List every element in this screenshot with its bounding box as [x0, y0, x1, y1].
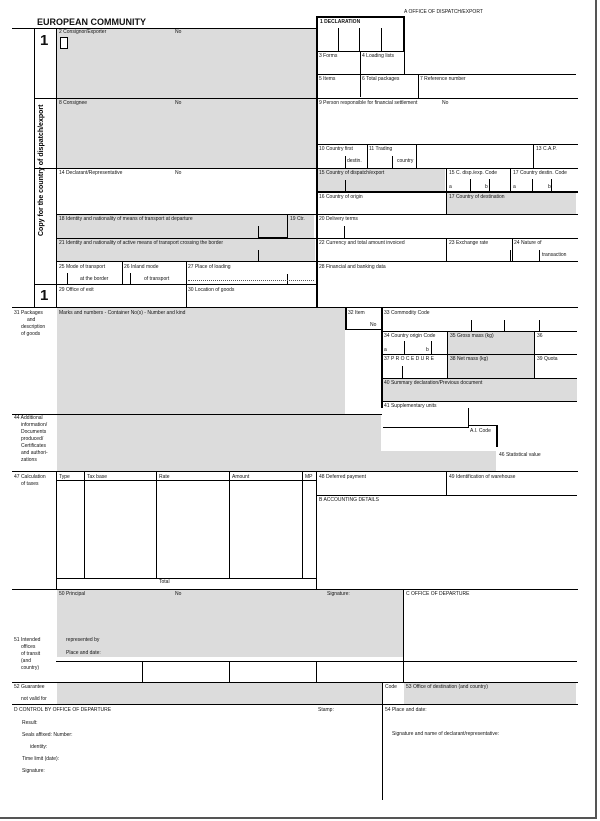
box-6-label: 6 Total packages: [362, 76, 400, 82]
box-34-b: b: [426, 347, 429, 353]
box-9-no-label: No: [442, 100, 449, 106]
box-15a-b: b: [485, 184, 488, 190]
box-26-label: 26 Inland mode: [124, 264, 159, 270]
box-11-sub: country: [397, 158, 414, 164]
box-44-docs: Documents: [21, 429, 47, 435]
box-31-label: 31 Packages: [14, 310, 43, 316]
box-36-label: 36: [537, 333, 543, 339]
box-16-label: 16 Country of origin: [319, 194, 363, 200]
box-8-no-label: No: [175, 100, 182, 106]
box-40-label: 40 Summary declaration/Previous document: [384, 380, 483, 386]
box-27-label: 27 Place of loading: [188, 264, 231, 270]
box-38-label: 38 Net mass (kg): [450, 356, 489, 362]
box-15a-label: 15 C. disp./exp. Code: [449, 170, 498, 176]
box-25-sub: at the border: [80, 276, 109, 282]
box-30-label: 30 Location of goods: [188, 287, 235, 293]
box-35-label: 35 Gross mass (kg): [450, 333, 494, 339]
box-39-label: 39 Quota: [537, 356, 558, 362]
box-17a-a: a: [513, 184, 516, 190]
box-18-label: 18 Identity and nationality of means of transport at departure: [59, 216, 193, 222]
box-44-authori: and authori-: [21, 450, 48, 456]
box-52-label: 52 Guarantee: [14, 684, 45, 690]
box-51-label: 51 Intended: [14, 637, 41, 643]
box-44-certs: Certificates: [21, 443, 47, 449]
box-50-no-label: No: [175, 591, 182, 597]
box-44-shade: [57, 415, 381, 471]
box-47-sub: of taxes: [21, 481, 39, 487]
box-15a-a: a: [449, 184, 452, 190]
box-31-description: description: [21, 324, 46, 330]
box-52-shade: [57, 683, 383, 704]
represented-label: represented by: [66, 637, 100, 643]
box-34-label: 34 Country origin Code: [384, 333, 436, 339]
box-3-label: 3 Forms: [319, 53, 338, 59]
box-21-label: 21 Identity and nationality of active means of transport crossing the border: [59, 240, 223, 246]
box-25-label: 25 Mode of transport: [59, 264, 106, 270]
office-departure-label: C OFFICE OF DEPARTURE: [406, 591, 470, 597]
box-51-transit: of transit: [21, 651, 41, 657]
box-29-label: 29 Office of exit: [59, 287, 94, 293]
box-53-label: 53 Office of destination (and country): [406, 684, 488, 690]
form-title: EUROPEAN COMMUNITY: [37, 17, 147, 27]
declaration-label: 1 DECLARATION: [320, 19, 361, 25]
ai-code-label: A.I. Code: [470, 428, 491, 434]
signature-label: Signature:: [327, 591, 350, 597]
box-15-label: 15 Country of dispatch/export: [319, 170, 385, 176]
col-taxbase: Tax base: [87, 474, 108, 480]
box-5-label: 5 Items: [319, 76, 336, 82]
box-51-offices: offices: [21, 644, 36, 650]
col-amount: Amount: [232, 474, 250, 480]
box-31-shade: [57, 308, 345, 414]
box-13-label: 13 C.A.P.: [536, 146, 557, 152]
box-51-country: country): [21, 665, 40, 671]
timelimit-label: Time limit (date):: [22, 756, 60, 762]
box-2-label: 2 Consignor/Exporter: [59, 29, 107, 35]
box-14-label: 14 Declarant/Representative: [59, 170, 123, 176]
box-48-label: 48 Deferred payment: [319, 474, 366, 480]
box-44-produced: produced/: [21, 436, 44, 442]
box-32-label: 32 Item: [348, 310, 365, 316]
box-50-label: 50 Principal: [59, 591, 86, 597]
box-31-marks: Marks and numbers - Container No(s) - Number and kind: [59, 310, 186, 316]
box-20-label: 20 Delivery terms: [319, 216, 358, 222]
box-19-label: 19 Ctr.: [290, 216, 305, 222]
col-rate: Rate: [159, 474, 170, 480]
consignor-checkbox[interactable]: [60, 37, 68, 49]
box-44-label: 44 Additional: [14, 415, 43, 421]
total-label: Total: [159, 579, 170, 585]
copy-number-bottom: 1: [40, 287, 49, 304]
box-47-label: 47 Calculation: [14, 474, 46, 480]
box-31-and: and: [27, 317, 36, 323]
box-8-shade: [57, 99, 316, 169]
declarant-signature-label: Signature and name of declarant/representative:: [392, 731, 500, 737]
box-10-label: 10 Country first: [319, 146, 353, 152]
box-28-label: 28 Financial and banking data: [319, 264, 386, 270]
box-7-label: 7 Reference number: [420, 76, 466, 82]
box-24-label: 24 Nature of: [514, 240, 542, 246]
signature2-label: Signature:: [22, 768, 45, 774]
box-24-sub: transaction: [542, 252, 567, 258]
box-9-label: 9 Person responsible for financial settlement: [319, 100, 418, 106]
box-44-info: information/: [21, 422, 48, 428]
box-54-label: 54 Place and date:: [385, 707, 427, 713]
box-17-label: 17 Country of destination: [449, 194, 505, 200]
box-8-label: 8 Consignee: [59, 100, 88, 106]
box-26-sub: of transport: [144, 276, 170, 282]
box-44-zations: zations: [21, 457, 37, 463]
box-49-label: 49 Identification of warehouse: [449, 474, 516, 480]
code-label: Code: [385, 684, 397, 690]
box-46-shade: [381, 451, 496, 472]
box-2-no-label: No: [175, 29, 182, 35]
box-41-label: 41 Supplementary units: [384, 403, 437, 409]
seals-label: Seals affixed: Number:: [22, 732, 73, 738]
box-34-a: a: [384, 347, 387, 353]
box-52-sub: not valid for: [21, 696, 47, 702]
loading-dotted-line: [188, 280, 314, 281]
copy-number-top: 1: [40, 32, 49, 49]
vertical-copy-caption: Copy for the country of dispatch/export: [38, 104, 45, 236]
place-date-label: Place and date:: [66, 650, 101, 656]
box-2-shade: [57, 28, 316, 98]
box-17a-label: 17 Country destin. Code: [513, 170, 567, 176]
control-label: D CONTROL BY OFFICE OF DEPARTURE: [14, 707, 112, 713]
box-50-shade: [57, 589, 403, 657]
box-11-label: 11 Trading: [369, 146, 393, 152]
identity-label: identity:: [30, 744, 48, 750]
office-dispatch-label: A OFFICE OF DISPATCH/EXPORT: [404, 9, 483, 15]
col-type: Type: [59, 474, 70, 480]
box-10-sub: destin.: [347, 158, 362, 164]
box-32-no: No: [370, 322, 377, 328]
box-22-label: 22 Currency and total amount invoiced: [319, 240, 405, 246]
box-14-no-label: No: [175, 170, 182, 176]
box-51-and: (and: [21, 658, 32, 664]
box-23-label: 23 Exchange rate: [449, 240, 489, 246]
box-4-label: 4 Loading lists: [362, 53, 394, 59]
box-31-ofgoods: of goods: [21, 331, 41, 337]
col-mp: MP: [305, 474, 313, 480]
box-46-label: 46 Statistical value: [499, 452, 541, 458]
result-label: Result:: [22, 720, 38, 726]
box-17a-b: b: [548, 184, 551, 190]
stamp-label: Stamp:: [318, 707, 334, 713]
accounting-label: B ACCOUNTING DETAILS: [319, 497, 379, 503]
box-33-label: 33 Commodity Code: [384, 310, 430, 316]
box-37-label: 37 P R O C E D U R E: [384, 356, 434, 362]
